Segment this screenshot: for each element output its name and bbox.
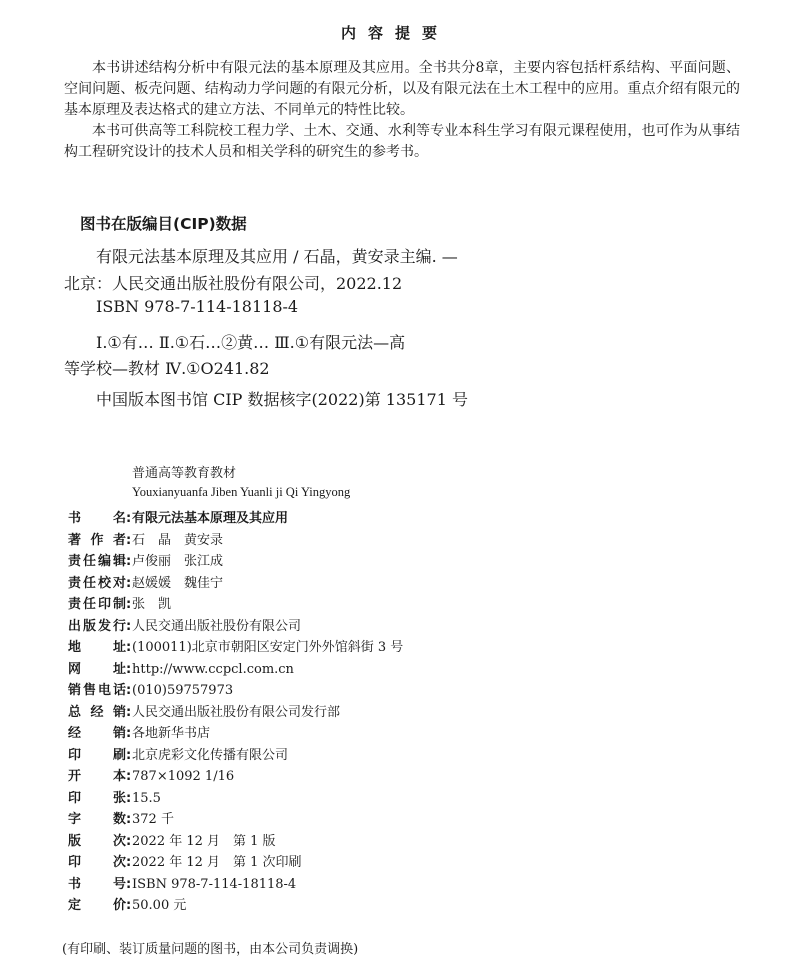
imprint-label: 总经销 xyxy=(68,704,126,720)
imprint-row-price: 定价:50.00 元 xyxy=(68,895,403,917)
imprint-label: 责任校对 xyxy=(68,575,126,591)
imprint-value: 各地新华书店 xyxy=(132,726,211,741)
imprint-row-publisher: 出版发行:人民交通出版社股份有限公司 xyxy=(68,616,403,638)
imprint-value: (010)59757973 xyxy=(132,683,234,698)
imprint-label: 出版发行 xyxy=(68,618,126,634)
imprint-label: 责任印制 xyxy=(68,597,126,612)
cip-line-4: Ⅰ.①有… Ⅱ.①石…②黄… Ⅲ.①有限元法—高 xyxy=(96,333,406,352)
imprint-value: 人民交通出版社股份有限公司发行部 xyxy=(132,704,341,720)
imprint-label: 销售电话 xyxy=(68,683,126,698)
imprint-row-print-supervisor: 责任印制:张 凯 xyxy=(68,594,403,616)
imprint-label: 字数 xyxy=(68,812,126,827)
imprint-label: 责任编辑 xyxy=(68,554,126,569)
summary-title: 内容提要 xyxy=(340,24,449,42)
imprint-row-isbn: 书号:ISBN 978-7-114-18118-4 xyxy=(68,874,403,896)
imprint-row-address: 地址:(100011)北京市朝阳区安定门外外馆斜街 3 号 xyxy=(68,637,403,659)
imprint-value: 有限元法基本原理及其应用 xyxy=(132,511,289,526)
imprint-value: 2022 年 12 月 第 1 版 xyxy=(132,833,276,849)
imprint-label: 印刷 xyxy=(68,747,126,763)
imprint-value: 50.00 元 xyxy=(132,898,187,913)
cip-data-number: 中国版本图书馆 CIP 数据核字(2022)第 135171 号 xyxy=(96,390,468,409)
imprint-label: 著作者 xyxy=(68,532,126,548)
imprint-row-sales-phone: 销售电话:(010)59757973 xyxy=(68,680,403,702)
imprint-label: 经销 xyxy=(68,726,126,741)
imprint-label: 印张 xyxy=(68,790,126,806)
imprint-row-distributor: 经销:各地新华书店 xyxy=(68,723,403,745)
series-name: 普通高等教育教材 xyxy=(132,466,237,481)
imprint-label: 书名 xyxy=(68,511,126,526)
imprint-row-author: 著作者:石 晶 黄安录 xyxy=(68,530,403,552)
imprint-value: ISBN 978-7-114-18118-4 xyxy=(132,876,297,892)
imprint-value: 张 凯 xyxy=(132,597,172,612)
imprint-value: 卢俊丽 张江成 xyxy=(132,554,224,569)
imprint-label: 定价 xyxy=(68,898,126,913)
quality-note: (有印刷、装订质量问题的图书，由本公司负责调换) xyxy=(62,942,359,957)
imprint-row-format: 开本:787×1092 1/16 xyxy=(68,766,403,788)
imprint-value: 北京虎彩文化传播有限公司 xyxy=(132,747,289,763)
imprint-value: (100011)北京市朝阳区安定门外外馆斜街 3 号 xyxy=(132,640,404,655)
imprint-row-sheets: 印张:15.5 xyxy=(68,788,403,810)
cip-heading: 图书在版编目(CIP)数据 xyxy=(80,215,247,233)
imprint-row-printer: 印刷:北京虎彩文化传播有限公司 xyxy=(68,745,403,767)
imprint-value: 372 千 xyxy=(132,812,174,827)
imprint-label: 地址 xyxy=(68,640,126,655)
imprint-row-editor: 责任编辑:卢俊丽 张江成 xyxy=(68,551,403,573)
imprint-label: 网址 xyxy=(68,661,126,677)
imprint-label: 印次 xyxy=(68,855,126,870)
cip-line-2: 北京：人民交通出版社股份有限公司，2022.12 xyxy=(64,274,403,293)
imprint-value: 人民交通出版社股份有限公司 xyxy=(132,618,302,634)
imprint-row-title: 书名:有限元法基本原理及其应用 xyxy=(68,508,403,530)
imprint-value: 787×1092 1/16 xyxy=(132,769,235,784)
imprint-label: 开本 xyxy=(68,769,126,784)
imprint-row-edition: 版次:2022 年 12 月 第 1 版 xyxy=(68,831,403,853)
imprint-table xyxy=(68,508,403,917)
imprint-value: 2022 年 12 月 第 1 次印刷 xyxy=(132,855,302,870)
cip-line-1: 有限元法基本原理及其应用 / 石晶，黄安录主编. — xyxy=(96,247,458,266)
imprint-row-proofreader: 责任校对:赵媛媛 魏佳宁 xyxy=(68,573,403,595)
summary-paragraph-1: 本书讲述结构分析中有限元法的基本原理及其应用。全书共分8章，主要内容包括杆系结构、平面问题、空间问题、板壳问题、结构动力学问题的有限元分析，以及有限元法在土木工程中的应用。重点介绍有限元的基本原理及表达格式的建立方法、不同单元的特性比较。 xyxy=(64,60,740,118)
imprint-value: 15.5 xyxy=(132,790,161,806)
summary-paragraph-2: 本书可供高等工科院校工程力学、土木、交通、水利等专业本科生学习有限元课程使用，也可作为从事结构工程研究设计的技术人员和相关学科的研究生的参考书。 xyxy=(64,123,740,160)
imprint-value: http://www.ccpcl.com.cn xyxy=(132,661,294,677)
imprint-row-impression: 印次:2022 年 12 月 第 1 次印刷 xyxy=(68,852,403,874)
imprint-value: 赵媛媛 魏佳宁 xyxy=(132,575,224,591)
imprint-label: 版次 xyxy=(68,833,126,849)
cip-line-3: ISBN 978-7-114-18118-4 xyxy=(96,297,299,316)
title-pinyin: Youxianyuanfa Jiben Yuanli ji Qi Yingyong xyxy=(132,485,351,499)
imprint-row-word-count: 字数:372 千 xyxy=(68,809,403,831)
imprint-row-general-distributor: 总经销:人民交通出版社股份有限公司发行部 xyxy=(68,702,403,724)
imprint-row-website: 网址:http://www.ccpcl.com.cn xyxy=(68,659,403,681)
cip-line-5: 等学校—教材 Ⅳ.①O241.82 xyxy=(64,359,270,378)
imprint-label: 书号 xyxy=(68,876,126,892)
imprint-value: 石 晶 黄安录 xyxy=(132,532,224,548)
